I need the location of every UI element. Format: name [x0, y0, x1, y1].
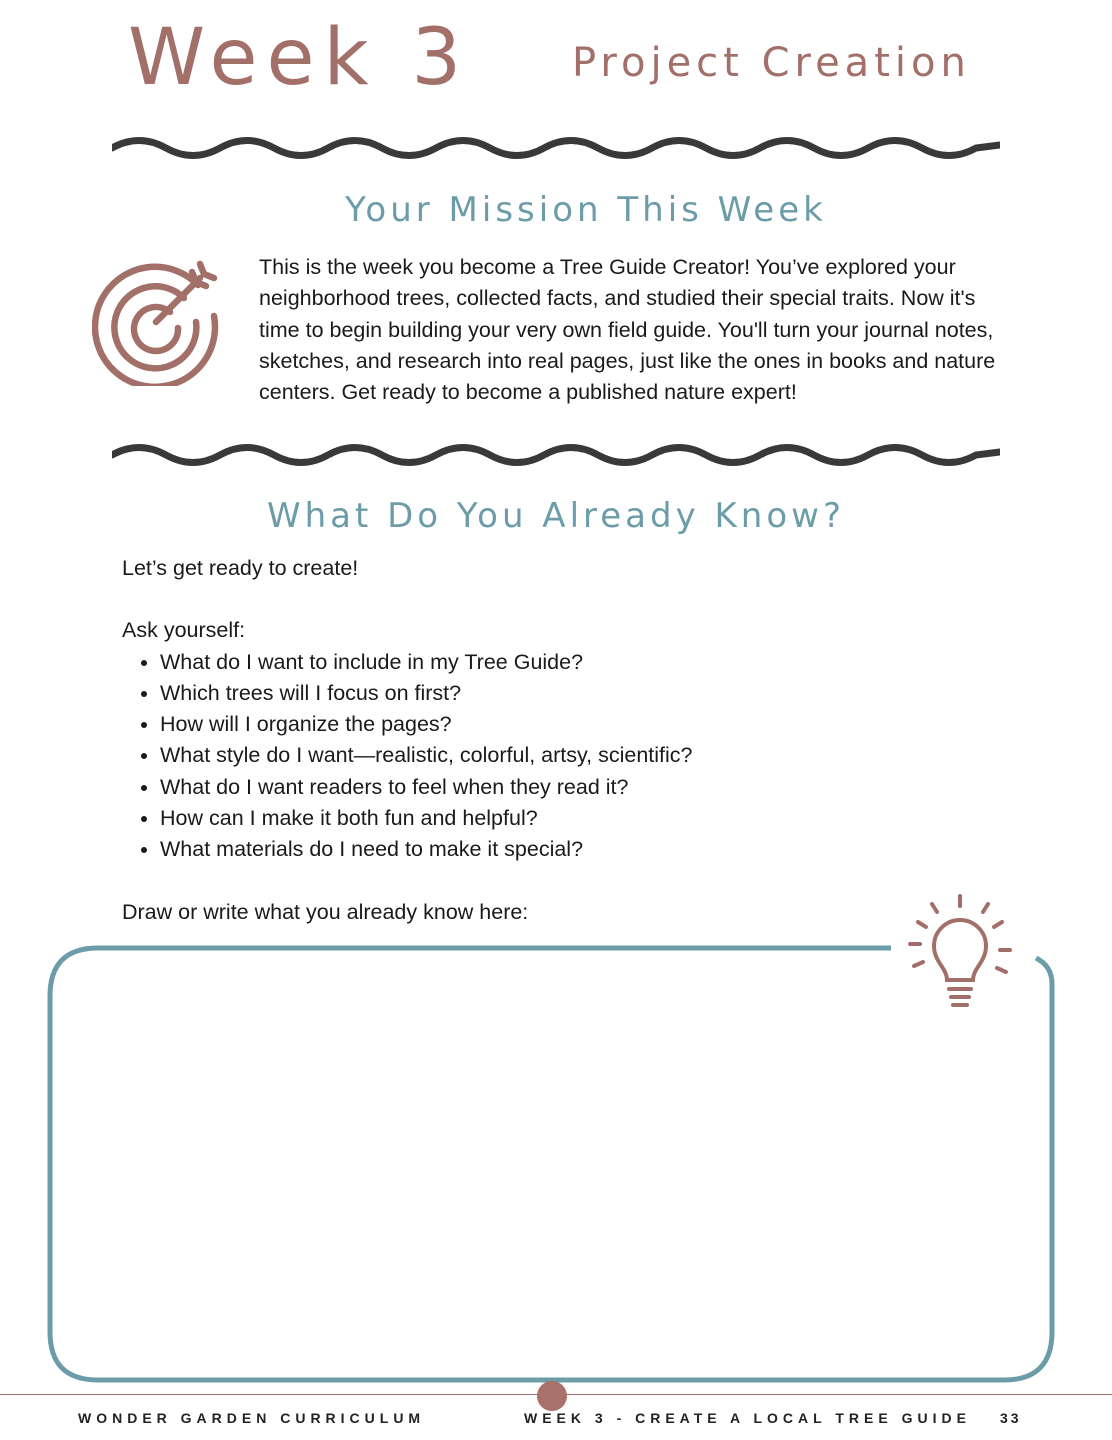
- wave-divider-top: [112, 133, 1000, 163]
- list-item: • What style do I want—realistic, colorful, artsy, scientific?: [160, 740, 942, 771]
- know-block: [122, 553, 942, 928]
- list-item: • What materials do I need to make it special?: [160, 834, 942, 865]
- footer-left: WONDER GARDEN CURRICULUM: [78, 1410, 426, 1426]
- page-number: 33: [1000, 1410, 1022, 1426]
- page-subtitle: Project Creation: [572, 40, 971, 86]
- ask-label: Ask yourself:: [122, 618, 246, 643]
- list-item: • What do I want readers to feel when they read it?: [160, 772, 942, 803]
- footer-dot: [537, 1381, 567, 1411]
- week-title: Week 3: [128, 13, 471, 103]
- list-item: • How will I organize the pages?: [160, 709, 942, 740]
- spacer: [122, 584, 942, 615]
- mission-text: This is the week you become a Tree Guide Creator! You’ve explored your neighborhood trees, collected facts, and studied their special traits. Now it's time to begin building your very own field guide. You'll turn your journal notes, sketches, and research into real pages, just like the ones in books and nature centers. Get ready to become a published nature expert!: [259, 255, 996, 405]
- spacer: [122, 866, 942, 897]
- list-item: • What do I want to include in my Tree Guide?: [160, 647, 942, 678]
- know-heading: What Do You Already Know?: [266, 496, 846, 536]
- draw-prompt: Draw or write what you already know here:: [122, 899, 529, 924]
- list-item: • How can I make it both fun and helpful?: [160, 803, 942, 834]
- mission-heading: Your Mission This Week: [345, 190, 827, 230]
- list-item: • Which trees will I focus on first?: [160, 678, 942, 709]
- question-list: [122, 647, 942, 866]
- wave-divider-middle: [112, 440, 1000, 470]
- know-intro: Let’s get ready to create!: [122, 556, 359, 580]
- target-arrow-icon: [92, 252, 226, 386]
- lightbulb-icon: [902, 892, 1020, 1014]
- footer-center: WEEK 3 - CREATE A LOCAL TREE GUIDE: [524, 1410, 971, 1426]
